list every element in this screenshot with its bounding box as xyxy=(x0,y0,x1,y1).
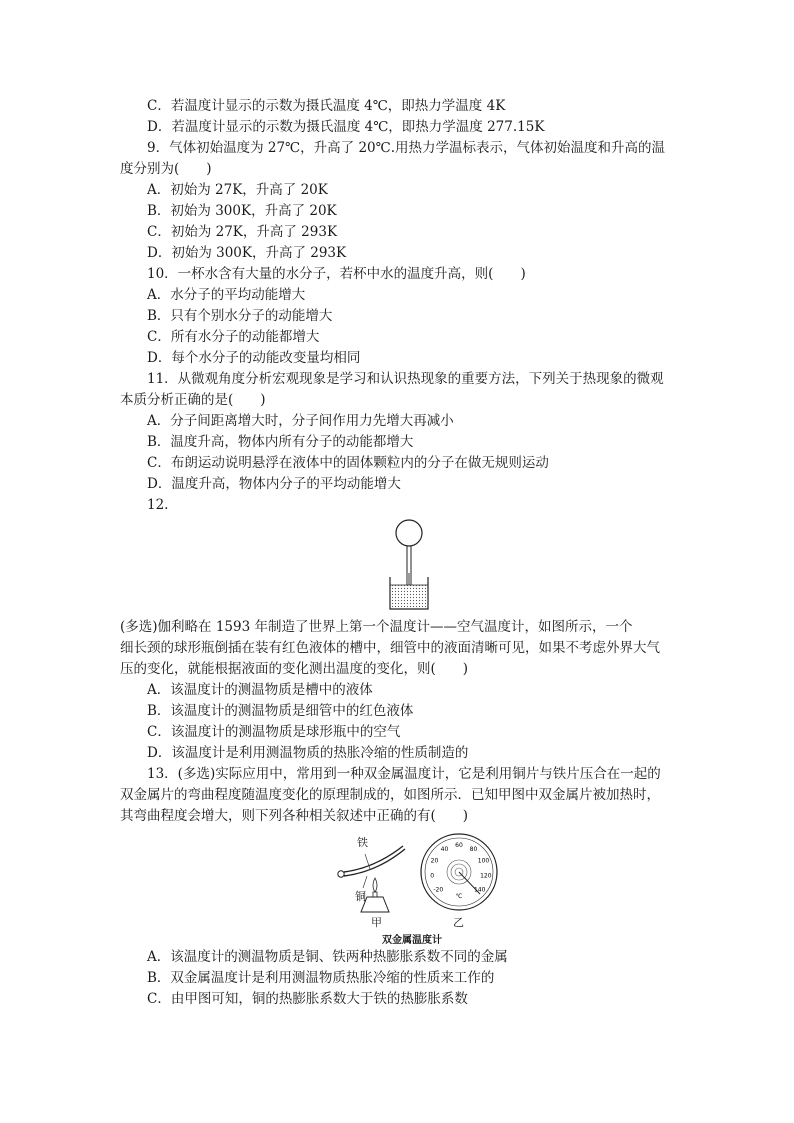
dial-tick-label: 40 xyxy=(440,846,449,854)
q12-option-b: B．该温度计的测温物质是细管中的红色液体 xyxy=(147,703,414,719)
q11-option-c: C．布朗运动说明悬浮在液体中的固体颗粒内的分子在做无规则运动 xyxy=(147,455,549,471)
q10-stem: 10．一杯水含有大量的水分子，若杯中水的温度升高，则( ) xyxy=(147,266,526,282)
q13-option-b: B．双金属温度计是利用测温物质热胀冷缩的性质来工作的 xyxy=(147,970,495,986)
q10-option-a: A．水分子的平均动能增大 xyxy=(147,287,306,303)
dial-tick-label: -20 xyxy=(433,886,444,894)
q9-option-d: D．初始为 300K，升高了 293K xyxy=(147,245,347,261)
bimetal-thermometer-figure xyxy=(335,832,500,944)
q9-option-a: A．初始为 27K，升高了 20K xyxy=(147,182,328,198)
thermometer-bulb xyxy=(396,520,422,546)
q8-option-d: D．若温度计显示的示数为摄氏温度 4℃，即热力学温度 277.15K xyxy=(147,119,545,135)
label-iron: 铁 xyxy=(357,836,368,849)
q13-stem-line2: 双金属片的弯曲程度随温度变化的原理制成的，如图所示．已知甲图中双金属片被加热时， xyxy=(120,787,660,803)
q11-option-a: A．分子间距离增大时，分子间作用力先增大再减小 xyxy=(147,413,454,429)
q9-option-b: B．初始为 300K，升高了 20K xyxy=(147,203,337,219)
q10-option-c: C．所有水分子的动能都增大 xyxy=(147,329,320,345)
q10-option-d: D．每个水分子的动能改变量均相同 xyxy=(147,350,361,366)
q12-option-a: A．该温度计的测温物质是槽中的液体 xyxy=(147,682,373,698)
q13-stem-line1: 13．(多选)实际应用中，常用到一种双金属温度计，它是利用铜片与铁片压合在一起的 xyxy=(147,766,661,782)
burner-wick xyxy=(373,892,377,897)
q12-stem-line2: 细长颈的球形瓶倒插在装有红色液体的槽中，细管中的液面清晰可见，如果不考虑外界大气 xyxy=(120,640,660,656)
q12-stem-line1: (多选)伽利略在 1593 年制造了世界上第一个温度计——空气温度计，如图所示，一个 xyxy=(120,619,633,635)
label-yi: 乙 xyxy=(453,916,464,929)
bimetal-strip-copper xyxy=(344,849,405,876)
galileo-thermometer-figure xyxy=(385,515,433,615)
q13-option-c: C．由甲图可知，铜的热膨胀系数大于铁的热膨胀系数 xyxy=(147,991,468,1007)
dial-tick-label: 140 xyxy=(473,886,486,894)
dial-tick-label: 80 xyxy=(469,846,478,854)
q12-option-d: D．该温度计是利用测温物质的热胀冷缩的性质制造的 xyxy=(147,745,469,761)
q9-stem-line1: 9．气体初始温度为 27℃，升高了 20℃.用热力学温标表示，气体初始温度和升高的温 xyxy=(147,140,666,156)
q11-option-b: B．温度升高，物体内所有分子的动能都增大 xyxy=(147,434,414,450)
dial-tick-label: 0 xyxy=(430,872,435,880)
label-jia: 甲 xyxy=(371,916,382,929)
q8-option-c: C．若温度计显示的示数为摄氏温度 4℃，即热力学温度 4K xyxy=(147,98,506,114)
q13-stem-line3: 其弯曲程度会增大，则下列各种相关叙述中正确的有( ) xyxy=(120,808,469,824)
q13-option-a: A．该温度计的测温物质是铜、铁两种热膨胀系数不同的金属 xyxy=(147,949,508,965)
dial-tick-label: 100 xyxy=(477,857,490,865)
q9-stem-line2: 度分别为( ) xyxy=(120,161,212,177)
dial-tick-label: 60 xyxy=(455,842,463,849)
flame xyxy=(373,878,377,892)
q10-option-b: B．只有个别水分子的动能增大 xyxy=(147,308,333,324)
q11-stem-line2: 本质分析正确的是( ) xyxy=(120,392,266,408)
copper-leader-line xyxy=(363,876,367,888)
strip-fixed-end xyxy=(338,871,344,877)
label-copper: 铜 xyxy=(355,890,366,903)
q11-stem-line1: 11．从微观角度分析宏观现象是学习和认识热现象的重要方法，下列关于热现象的微观 xyxy=(147,371,664,387)
q12-option-c: C．该温度计的测温物质是球形瓶中的空气 xyxy=(147,724,401,740)
q11-option-d: D．温度升高，物体内分子的平均动能增大 xyxy=(147,476,401,492)
dial-tick-label: 20 xyxy=(430,857,439,865)
dial-tick-label: 120 xyxy=(480,872,492,880)
q9-option-c: C．初始为 27K，升高了 293K xyxy=(147,224,338,240)
q12-stem-line3: 压的变化，就能根据液面的变化测出温度的变化，则( ) xyxy=(120,661,469,677)
dial-unit-label: ℃ xyxy=(455,893,463,900)
liquid-in-trough xyxy=(390,585,428,609)
figure-caption: 双金属温度计 xyxy=(382,935,442,946)
q12-number: 12. xyxy=(147,497,169,513)
